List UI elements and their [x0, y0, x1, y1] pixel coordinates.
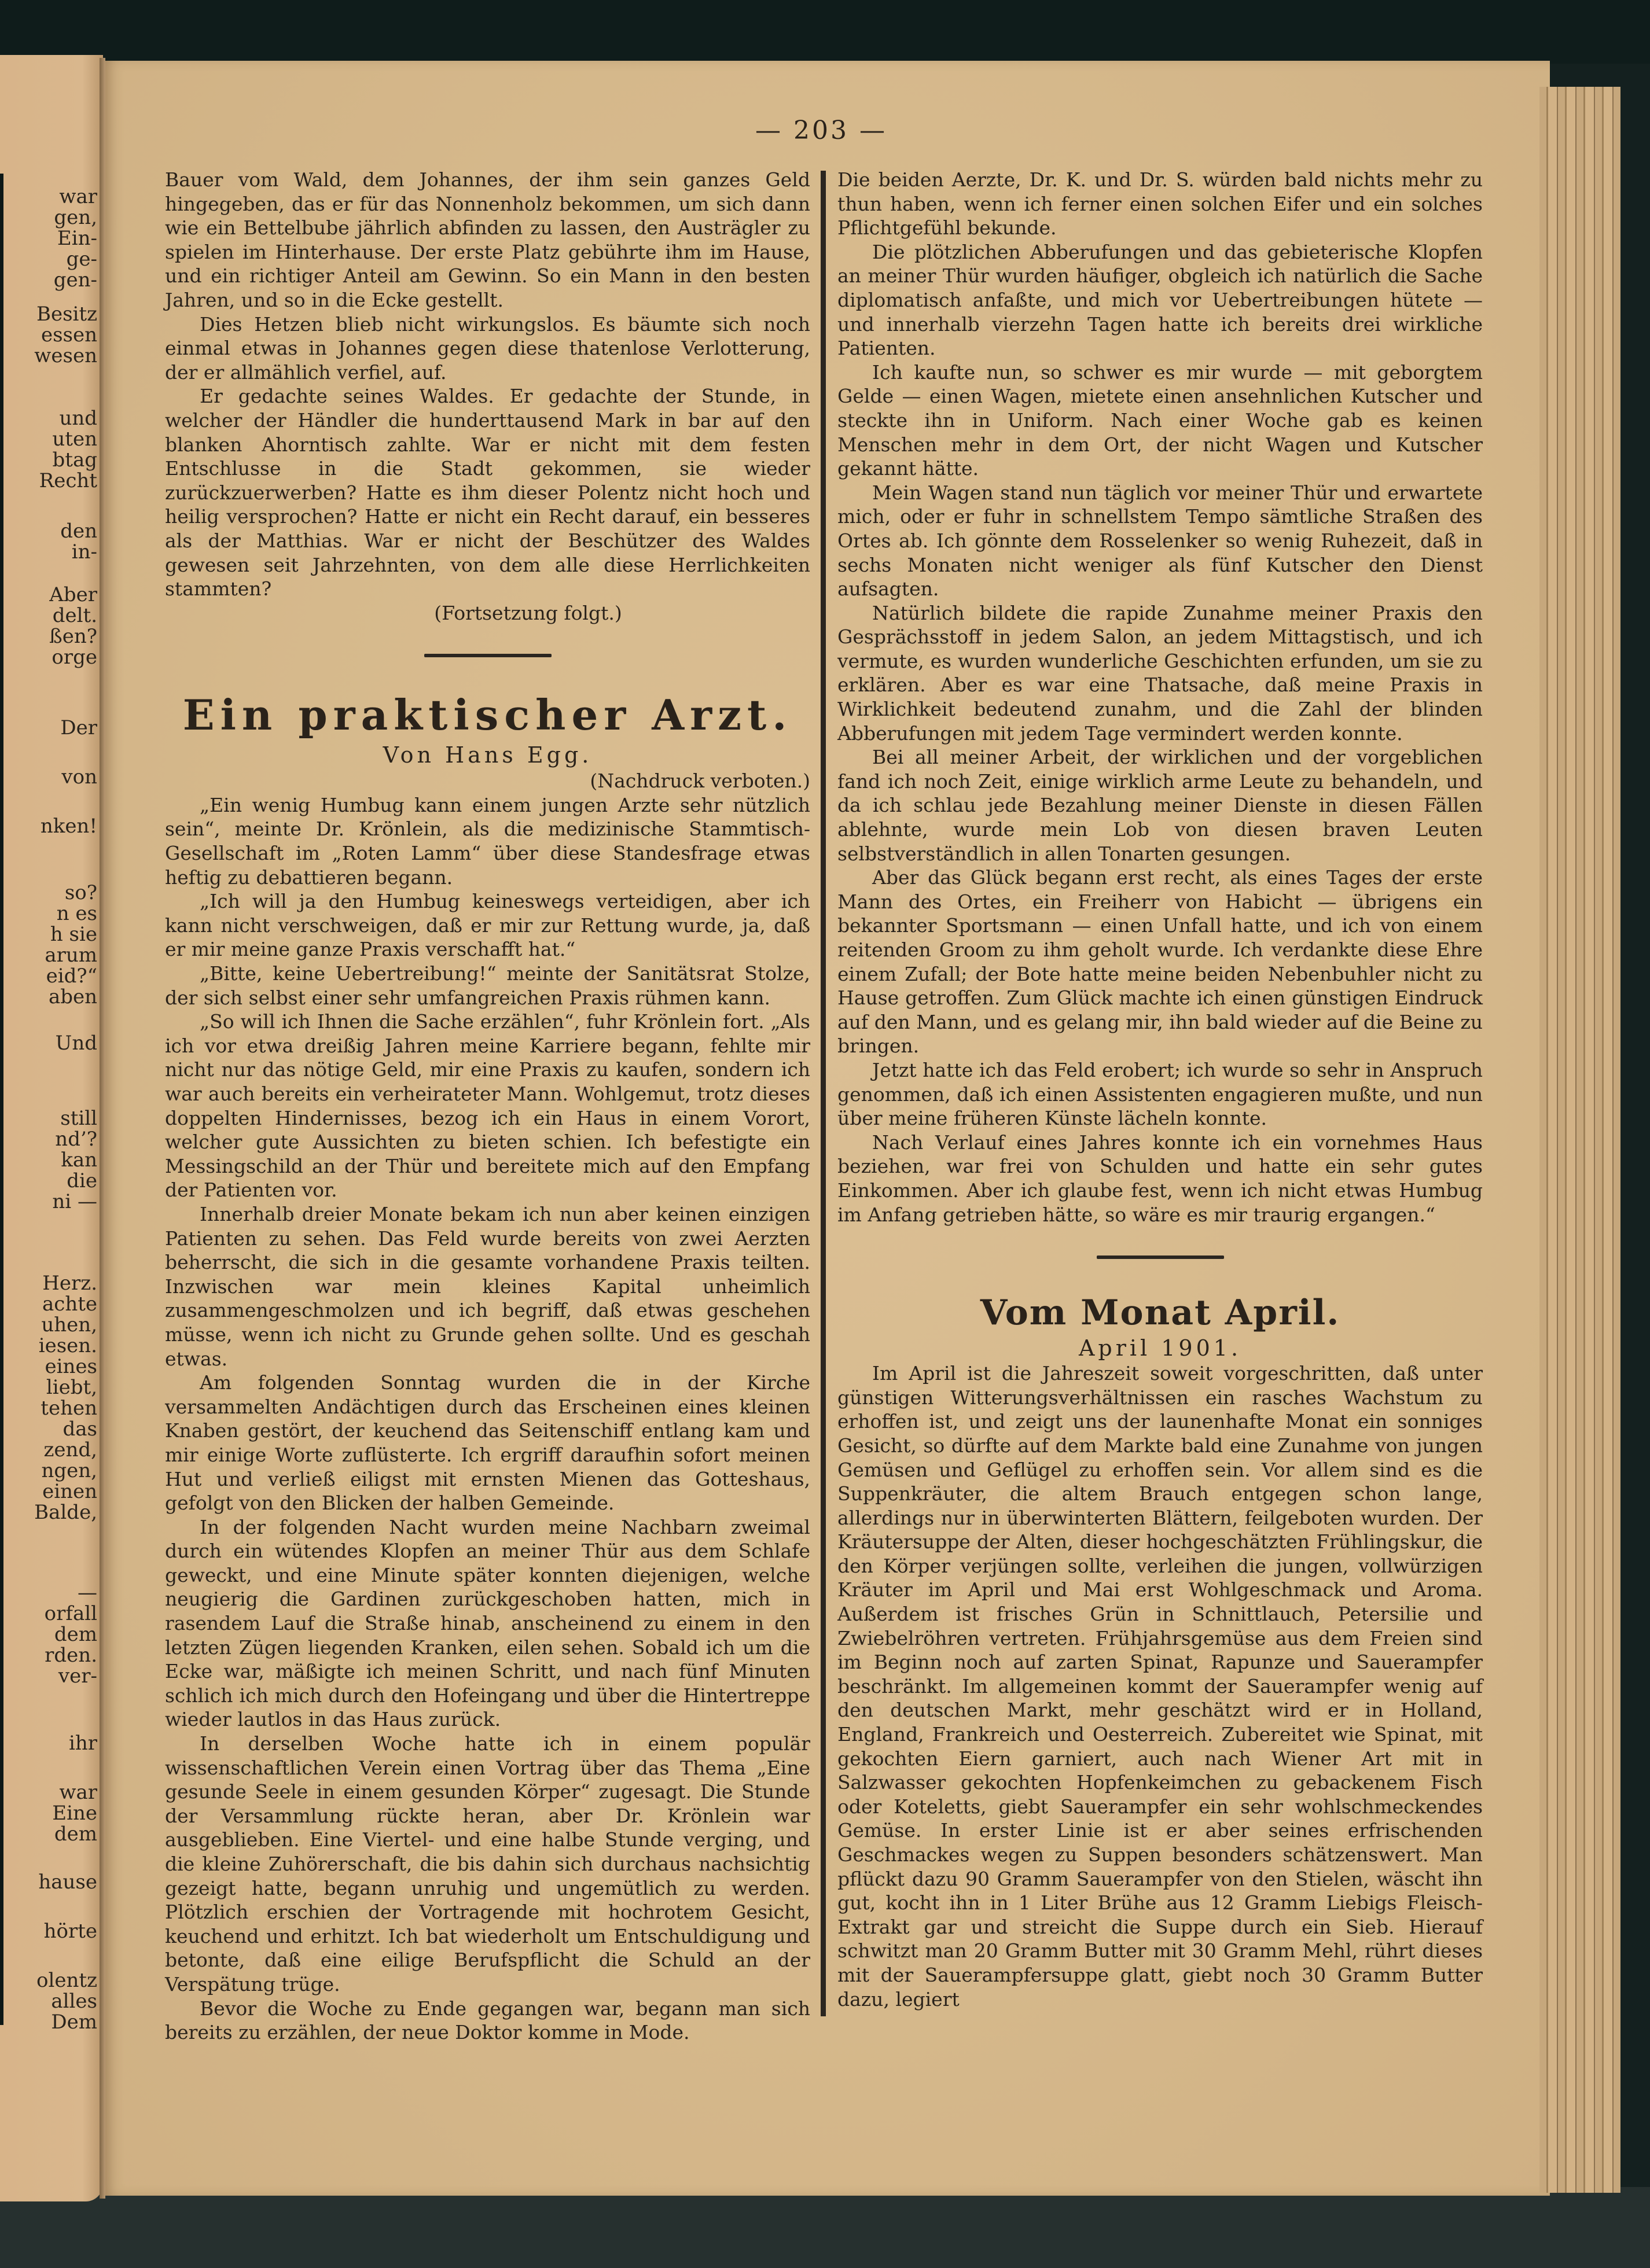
article-paragraph: Jetzt hatte ich das Feld erobert; ich wurde so sehr in Anspruch genommen, daß ich einen Assistenten engagieren mußte, und nun über meine früheren Künste lächeln konnte. [837, 1058, 1483, 1130]
fragment: Aber [49, 583, 97, 606]
fragment: hörte [43, 1920, 97, 1943]
fragment: ge- [66, 248, 97, 271]
article-paragraph: In derselben Woche hatte ich in einem populär wissenschaftlichen Verein einen Vortrag über das Thema „Eine gesunde Seele in einem gesunden Körper“ zugesagt. Die Stunde der Versammlung rückte heran, aber Dr. Krönlein war ausgeblieben. Eine Viertel- und eine halbe Stunde verging, und die kleine Zuhörerschaft, die bis dahin sich durchaus nachsichtig gezeigt hatte, begann unruhig und ungemütlich zu werden. Plötzlich erschien der Vortragende mit hochrotem Gesicht, keuchend und erhitzt. Ich bat wiederholt um Entschuldigung und betonte, daß eine eilige Berufspflicht die Schuld an der Verspätung trüge. [165, 1732, 810, 1995]
left-column [165, 168, 810, 2045]
article-paragraph: Innerhalb dreier Monate bekam ich nun aber keinen einzigen Patienten zu sehen. Das Feld wurde bereits von zwei Aerzten beherrscht, die sich in die gesamte vorhandene Praxis teilten. Inzwischen war mein kleines Kapital unheimlich zusammengeschmolzen und ich begriff, daß etwas geschehen müsse, wenn ich nicht zu Grunde gehen sollte. Und es geschah etwas. [165, 1202, 810, 1370]
article-paragraph: In der folgenden Nacht wurden meine Nachbarn zweimal durch ein wütendes Klopfen an meiner Thür aus dem Schlafe geweckt, und eine Minute später konnten diejenigen, welche neugierig die Gardinen zurückgeschoben hatten, mich in rasendem Lauf die Straße hinab, anscheinend zu einem in den letzten Zügen liegenden Kranken, eilen sehen. Sobald ich um die Ecke war, mäßigte ich meinen Schritt, und nach fünf Minuten schlich ich mich durch den Hofeingang und über die Hintertreppe wieder lautlos in das Haus zurück. [165, 1515, 810, 1731]
fragment: Und [55, 1032, 97, 1055]
fragment: rden. [45, 1644, 97, 1667]
fragment: eid?“ [46, 964, 97, 988]
fragment: gen- [53, 268, 97, 292]
fragment: Eine [52, 1802, 97, 1825]
fragment: Besitz [36, 303, 97, 326]
fragment: war [59, 185, 97, 208]
fragment: Herz. [42, 1272, 97, 1295]
book-gutter [100, 58, 105, 2199]
fragment: still [60, 1107, 97, 1130]
fragment: orfall [44, 1602, 97, 1625]
article-paragraph: Nach Verlauf eines Jahres konnte ich ein vornehmes Haus beziehen, war frei von Schulden und hatte ein sehr gutes Einkommen. Aber ich glaube fest, wenn ich nicht etwas Humbug im Anfang getrieben hätte, so wäre es mir traurig ergangen.“ [837, 1131, 1483, 1226]
reprint-note: (Nachdruck verboten.) [590, 770, 810, 793]
fragment: dem [54, 1623, 97, 1646]
scan-background-top [0, 0, 1650, 64]
continuation-note: (Fortsetzung folgt.) [434, 601, 622, 624]
page-stack-edge [1539, 87, 1620, 2193]
fragment: olentz [36, 1969, 97, 1992]
fragment: ver- [58, 1665, 97, 1688]
article-paragraph: „Ich will ja den Humbug keineswegs verteidigen, aber ich kann nicht verschweigen, daß er mir zur Rettung wurde, ja, daß er mir meine ganze Praxis verschafft hat.“ [165, 890, 810, 961]
article-paragraph: Die beiden Aerzte, Dr. K. und Dr. S. würden bald nichts mehr zu thun haben, wenn ich ferner einen solchen Eifer und ein solches Pflichtgefühl bekunde. [837, 168, 1483, 240]
serial-paragraph: Dies Hetzen blieb nicht wirkungslos. Es bäumte sich noch einmal etwas in Johannes gegen diese thatenlose Verlotterung, der er allmählich verfiel, auf. [165, 312, 810, 384]
fragment: zend, [43, 1438, 97, 1461]
fragment: tehen [41, 1397, 97, 1420]
column-divider [821, 171, 826, 2016]
fragment: orge [52, 646, 97, 669]
article-paragraph: Aber das Glück begann erst recht, als eines Tages der erste Mann des Ortes, ein Freiherr von Habicht — übrigens ein bekannter Sportsmann — einen Unfall hatte, und ich von einem reitenden Groom zu ihm geholt wurde. Ich verdankte diese Ehre einem Zufall; der Bote hatte meine beiden Nebenbuhler nicht zu Hause getroffen. Zum Glück machte ich einen günstigen Eindruck auf den Mann, und es gelang mir, ihn bald wieder auf die Beine zu bringen. [837, 866, 1483, 1058]
fragment: eines [45, 1355, 97, 1378]
article-title: Vom Monat April. [980, 1293, 1340, 1334]
fragment: hause [38, 1871, 97, 1894]
fragment: ngen, [41, 1459, 97, 1482]
fragment: arum [45, 944, 97, 967]
article-paragraph: Ich kaufte nun, so schwer es mir wurde — mit geborgtem Gelde — einen Wagen, mietete einen ansehnlichen Kutscher und steckte ihn in Uniform. Nach einer Woche gab es keinen Menschen mehr in dem Ort, der nicht Wagen und Kutscher gekannt hätte. [837, 360, 1483, 480]
fragment: ni — [52, 1190, 97, 1213]
fragment: achte [42, 1293, 97, 1316]
article-paragraph: „Ein wenig Humbug kann einem jungen Arzte sehr nützlich sein“, meinte Dr. Krönlein, als die medizinische Stammtisch-Gesellschaft im „Roten Lamm“ über diese Standesfrage etwas heftig zu debattieren begann. [165, 793, 810, 889]
fragment: btag [52, 448, 97, 472]
section-separator [424, 654, 552, 657]
article-paragraph: „Bitte, keine Uebertreibung!“ meinte der Sanitätsrat Stolze, der sich selbst einer sehr umfangreichen Praxis rühmen kann. [165, 962, 810, 1009]
fragment: Der [60, 716, 97, 739]
fragment: kan [61, 1148, 97, 1172]
article-paragraph: Bevor die Woche zu Ende gegangen war, begann man sich bereits zu erzählen, der neue Doktor komme in Mode. [165, 1997, 810, 2044]
article-paragraph: Im April ist die Jahreszeit soweit vorgeschritten, daß unter günstigen Witterungsverhältnissen ein rasches Wachstum zu erhoffen ist, und zeigt uns der launenhafte Monat ein sonniges Gesicht, so dürfte auf dem Markte bald eine Zunahme von jungen Gemüsen und Geflügel zu erhoffen sein. Vor allem sind es die Suppenkräuter, die altem Brauch entgegen schon lange, allerdings nur in überwinterten Blättern, feilgeboten wurden. Der Kräutersuppe der Alten, dieser hochgeschätzten Frühlingskur, die den Körper verjüngen sollte, verleihen die jungen, vollwürzigen Kräuter im April und Mai erst Wohlgeschmack und Aroma. Außerdem ist frisches Grün in Schnittlauch, Petersilie und Zwiebelröhren vertreten. Frühjahrsgemüse aus dem Freien sind im Beginn noch auf zarten Spinat, Rapunze und Sauerampfer beschränkt. Im allgemeinen kommt der Sauerampfer wenig auf den deutschen Markt, mehr geschätzt wird er in Holland, England, Frankreich und Oesterreich. Zubereitet wie Spinat, mit gekochten Eiern garniert, auch nach Wiener Art mit in Salzwasser gekochten Hopfenkeimchen zu gebackenem Fisch oder Koteletts, giebt Sauerampfer ein sehr wohlschmeckendes Gemüse. In erster Linie ist er aber seines erfrischenden Geschmackes wegen zu Suppen besonders schätzenswert. Man pflückt dazu 90 Gramm Sauerampfer von den Stielen, wäscht ihn gut, kocht ihn in 1 Liter Brühe aus 12 Gramm Liebigs Fleisch-Extrakt gar und streicht die Suppe durch ein Sieb. Hierauf schwitzt man 20 Gramm Butter mit 30 Gramm Mehl, rührt dieses mit der Sauerampfersuppe glatt, giebt noch 30 Gramm Butter dazu, legiert [837, 1362, 1483, 2011]
article-byline: Von Hans Egg. [383, 742, 593, 768]
article-title: Ein praktischer Arzt. [182, 690, 793, 740]
article-paragraph: „So will ich Ihnen die Sache erzählen“, fuhr Krönlein fort. „Als ich vor etwa dreißig Jahren meine Karriere begann, fehlte mir nicht nur das nötige Geld, mir eine Praxis zu kaufen, sondern ich war auch bereits ein verheirateter Mann. Wohlgemut, trotz dieses doppelten Hindernisses, bezog ich ein Haus in einem Vorort, welcher gute Aussichten zu bieten schien. Ich befestigte ein Messingschild an der Thür und bereitete mich auf den Empfang der Patienten vor. [165, 1010, 810, 1202]
fragment: uten [52, 428, 97, 451]
fragment: in- [71, 540, 97, 564]
fragment: so? [64, 881, 97, 904]
fragment: essen [41, 323, 97, 347]
article-dateline: April 1901. [1078, 1335, 1242, 1361]
article-paragraph: Bei all meiner Arbeit, der wirklichen und der vorgeblichen fand ich noch Zeit, einige wirklich arme Leute zu behandeln, und da ich schlau jede Bezahlung meiner Dienste in diesen Fällen ablehnte, wurde mein Lob von diesen braven Leuten selbstverständlich in allen Tonarten gesungen. [837, 746, 1483, 865]
fragment: delt. [52, 604, 97, 627]
fragment: die [67, 1169, 97, 1192]
fragment: ihr [68, 1732, 97, 1755]
fragment: das [63, 1418, 97, 1441]
fragment: Dem [51, 2011, 97, 2034]
fragment: und [59, 407, 97, 430]
fragment: alles [51, 1990, 97, 2013]
fragment: ßen? [49, 625, 97, 648]
section-separator [1097, 1256, 1224, 1259]
article-paragraph: Die plötzlichen Abberufungen und das gebieterische Klopfen an meiner Thür wurden häufiger, obgleich ich natürlich die Sache diplomatisch anfaßte, und mich vor Uebertreibungen hütete — und innerhalb vierzehn Tagen hatte ich bereits drei wirkliche Patienten. [837, 240, 1483, 360]
right-column [837, 168, 1483, 2011]
fragment: — [78, 1581, 97, 1604]
fragment: Recht [39, 469, 97, 492]
fragment: Balde, [34, 1501, 97, 1524]
page-number: — 203 — [755, 116, 887, 145]
serial-paragraph: Bauer vom Wald, dem Johannes, der ihm sein ganzes Geld hingegeben, das er für das Nonnenholz bekommen, um sich dann wie ein Bettelbube jährlich abfinden zu lassen, den Austrägler zu spielen im Hinterhause. Der erste Platz gebührte ihm im Hause, und ein richtiger Anteil am Gewinn. So ein Mann in den besten Jahren, und so in die Ecke gestellt. [165, 168, 810, 311]
fragment: nken! [40, 815, 97, 838]
fragment: liebt, [46, 1376, 97, 1399]
fragment: h sie [50, 923, 97, 946]
fragment: einen [42, 1480, 97, 1503]
serial-paragraph: Er gedachte seines Waldes. Er gedachte der Stunde, in welcher der Händler die hunderttausend Mark in bar auf den blanken Ahorntisch zahlte. War er nicht mit dem festen Entschlusse in die Stadt gekommen, sie wieder zurückzuerwerben? Hatte es ihm dieser Polentz nicht hoch und heilig versprochen? Hatte er nicht ein Recht darauf, ein besseres als der Matthias. War er nicht der Beschützer des Waldes gewesen seit Jahrzehnten, von dem alle diese Herrlichkeiten stammten? [165, 385, 810, 601]
fragment: nd’? [55, 1128, 97, 1151]
article-paragraph: Mein Wagen stand nun täglich vor meiner Thür und erwartete mich, oder er fuhr in schnellstem Tempo sämtliche Straßen des Ortes ab. Ich gönnte dem Rosselenker so wenig Ruhezeit, daß in sechs Monaten nicht weniger als fünf Kutscher den Dienst aufsagten. [837, 481, 1483, 601]
fragment: gen, [54, 206, 97, 229]
fragment: uhen, [41, 1313, 97, 1337]
article-paragraph: Natürlich bildete die rapide Zunahme meiner Praxis den Gesprächsstoff in jedem Salon, an jedem Mittagstisch, und ich vermute, es wurden wunderliche Geschichten erfunden, um sie zu erklären. Aber es war eine Thatsache, daß meine Praxis in Wirklichkeit bedeutend zunahm, und die Zahl der blinden Abberufungen mit jedem Tage vermindert werden konnte. [837, 601, 1483, 745]
fragment: Ein- [57, 227, 97, 250]
article-paragraph: Am folgenden Sonntag wurden die in der Kirche versammelten Andächtigen durch das Erscheinen eines kleinen Knaben gestört, der keuchend das Seitenschiff entlang kam und mir einige Worte zuflüsterte. Ich ergriff daraufhin sofort meinen Hut und verließ eiligst mit ernsten Mienen das Gotteshaus, gefolgt von den Blicken der halben Gemeinde. [165, 1371, 810, 1515]
fragment: dem [54, 1823, 97, 1846]
fragment: aben [48, 985, 97, 1008]
fragment: von [61, 765, 97, 789]
fragment: den [60, 520, 97, 543]
fragment: iesen. [38, 1334, 97, 1357]
fragment: n es [56, 902, 97, 925]
fragment: wesen [34, 344, 97, 367]
fragment: war [59, 1781, 97, 1804]
scan-background-bottom [0, 2187, 1650, 2268]
